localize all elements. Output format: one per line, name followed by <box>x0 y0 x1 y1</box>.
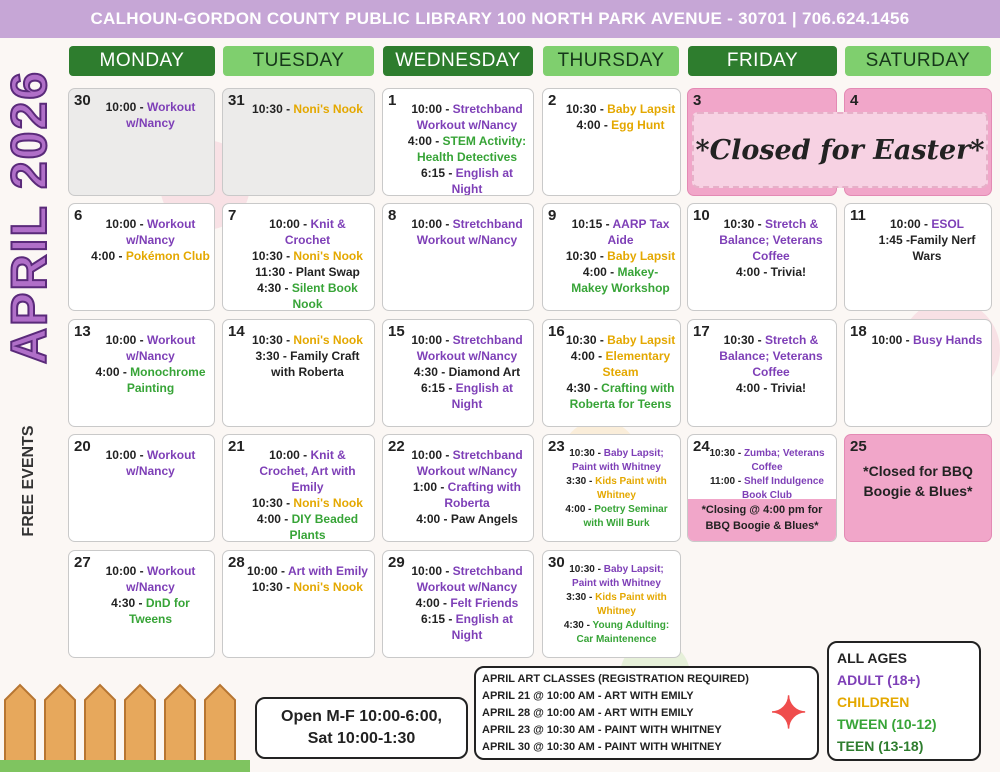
art-classes-title: APRIL ART CLASSES (REGISTRATION REQUIRED) <box>482 673 749 685</box>
event-item <box>702 447 832 475</box>
event-time: 10:00 - <box>411 217 453 231</box>
day-number: 18 <box>850 323 867 340</box>
event-item <box>710 264 832 280</box>
event-time: 10:00 - <box>105 217 147 231</box>
event-time: 3:30 - <box>566 476 596 487</box>
event-item <box>710 216 832 264</box>
day-number: 25 <box>850 438 867 455</box>
header-monday: MONDAY <box>69 46 215 76</box>
calendar-day <box>844 319 992 427</box>
star-icon: ✦ <box>770 689 807 738</box>
event-time: 10:00 - <box>247 564 288 578</box>
event-item <box>91 447 210 479</box>
event-item <box>710 332 832 380</box>
event-name: Baby Lapsit <box>607 333 676 347</box>
event-item <box>565 248 676 264</box>
event-name: Workout w/Nancy <box>126 217 196 247</box>
event-name: Trivia! <box>770 265 807 279</box>
event-item <box>91 595 210 627</box>
calendar-day <box>844 434 992 542</box>
day-number: 16 <box>548 323 565 340</box>
event-name: Kids Paint with Whitney <box>595 476 667 501</box>
event-name: Baby Lapsit <box>607 249 676 263</box>
calendar-day <box>844 203 992 311</box>
event-time: 10:30 - <box>252 580 294 594</box>
hours-line-2: Sat 10:00-1:30 <box>307 730 416 747</box>
age-legend <box>827 641 981 761</box>
event-time: 4:00 - <box>735 381 771 395</box>
event-name: Noni's Nook <box>293 102 363 116</box>
event-item <box>405 447 529 479</box>
legend-tween: TWEEN (10-12) <box>837 716 937 732</box>
event-time: 10:30 - <box>709 448 744 459</box>
calendar-day <box>68 550 215 658</box>
event-name: Stretchband Workout w/Nancy <box>416 102 523 132</box>
event-name: Noni's Nook <box>293 249 363 263</box>
day-number: 7 <box>228 207 237 224</box>
event-time: 10:30 - <box>252 249 294 263</box>
calendar-day <box>542 88 681 196</box>
event-item <box>405 563 529 595</box>
header-friday: FRIDAY <box>688 46 837 76</box>
event-name: Busy Hands <box>913 333 983 347</box>
day-number: 13 <box>74 323 91 340</box>
event-name: Trivia! <box>770 381 807 395</box>
event-name: Elementary Steam <box>602 349 671 379</box>
event-name: Young Adulting: Car Maintenence <box>576 620 670 645</box>
event-time: 10:00 - <box>269 217 311 231</box>
fence-decoration <box>0 680 250 772</box>
legend-teen: TEEN (13-18) <box>837 738 924 754</box>
event-time: 10:00 - <box>411 333 453 347</box>
month-title: APRIL 2026 <box>1 69 57 365</box>
event-time: 10:00 - <box>411 564 453 578</box>
calendar-day <box>222 203 375 311</box>
event-name: Egg Hunt <box>611 118 665 132</box>
hours-box <box>255 697 468 759</box>
event-name: Knit & Crochet, Art with Emily <box>259 448 356 494</box>
event-time: 10:00 - <box>105 333 147 347</box>
event-item <box>91 99 210 131</box>
event-time: 10:00 - <box>105 448 147 462</box>
day-number: 20 <box>74 438 91 455</box>
event-time: 10:30 - <box>565 249 608 263</box>
day-number: 8 <box>388 207 397 224</box>
header-tuesday: TUESDAY <box>223 46 374 76</box>
calendar-day <box>687 319 837 427</box>
event-item <box>565 348 676 380</box>
event-name: English at Night <box>451 381 514 411</box>
event-item <box>405 611 529 643</box>
event-time: 10:30 - <box>569 564 604 575</box>
event-time: 10:00 - <box>411 448 453 462</box>
closed-easter-banner: *Closed for Easter* <box>692 112 988 188</box>
event-item <box>91 364 210 396</box>
library-header: CALHOUN-GORDON COUNTY PUBLIC LIBRARY 100 NORTH PARK AVENUE - 30701 | 706.624.1456 <box>0 0 1000 38</box>
calendar-day <box>542 203 681 311</box>
event-name: DnD for Tweens <box>128 596 190 626</box>
art-class-item: APRIL 23 @ 10:30 AM - PAINT WITH WHITNEY <box>482 724 722 736</box>
event-name: Diamond Art <box>448 365 521 379</box>
event-time: 4:00 - <box>735 265 771 279</box>
event-item <box>91 563 210 595</box>
event-name: AARP Tax Aide <box>607 217 670 247</box>
calendar-day <box>542 434 681 542</box>
event-name: Baby Lapsit <box>607 102 676 116</box>
event-time: 10:30 - <box>252 102 294 116</box>
event-name: Workout w/Nancy <box>126 333 196 363</box>
event-name: DIY Beaded Plants <box>289 512 359 542</box>
event-item <box>557 447 676 475</box>
calendar-day <box>542 319 681 427</box>
closure-note: *Closing @ 4:00 pm for BBQ Boogie & Blues* <box>688 499 836 541</box>
event-name: Zumba; Veterans Coffee <box>743 448 825 473</box>
day-number: 10 <box>693 207 710 224</box>
day-number: 30 <box>74 92 91 109</box>
event-name: Art with Emily <box>287 564 368 578</box>
day-number: 23 <box>548 438 565 455</box>
event-time: 10:30 - <box>252 333 294 347</box>
event-name: Crafting with Roberta for Teens <box>569 381 675 411</box>
event-time: 4:30 - <box>111 596 146 610</box>
day-number: 1 <box>388 92 397 109</box>
calendar-day <box>382 203 534 311</box>
event-name: Workout w/Nancy <box>126 448 196 478</box>
event-item <box>565 101 676 117</box>
event-time: 4:00 - <box>415 596 451 610</box>
event-name: Stretchband Workout w/Nancy <box>416 448 523 478</box>
event-name: English at Night <box>451 166 514 196</box>
event-time: 4:00 - <box>416 512 451 526</box>
event-time: 6:15 - <box>420 166 456 180</box>
event-time: 10:00 - <box>889 217 932 231</box>
event-name: Paw Angels <box>450 512 518 526</box>
event-item <box>245 495 370 511</box>
event-time: 4:30 - <box>413 365 449 379</box>
day-number: 6 <box>74 207 83 224</box>
event-item <box>710 380 832 396</box>
calendar-day <box>68 434 215 542</box>
day-number: 15 <box>388 323 405 340</box>
event-item <box>565 380 676 412</box>
side-banner <box>1 60 66 537</box>
day-number: 27 <box>74 554 91 571</box>
event-name: Silent Book Nook <box>291 281 358 311</box>
day-number: 30 <box>548 554 565 571</box>
event-item <box>245 348 370 380</box>
event-item <box>245 101 370 117</box>
day-number: 21 <box>228 438 245 455</box>
event-time: 10:15 - <box>571 217 613 231</box>
event-item <box>405 216 529 248</box>
day-number: 14 <box>228 323 245 340</box>
event-time: 3:30 - <box>255 349 291 363</box>
event-item <box>245 332 370 348</box>
day-number: 17 <box>693 323 710 340</box>
legend-all-ages: ALL AGES <box>837 650 908 666</box>
event-item <box>557 563 676 591</box>
event-time: 4:00 - <box>91 249 126 263</box>
event-time: 10:30 - <box>723 333 765 347</box>
event-item <box>91 332 210 364</box>
event-time: 6:15 - <box>420 612 456 626</box>
event-time: 10:00 - <box>269 448 311 462</box>
event-time: 10:30 - <box>569 448 604 459</box>
event-name: Felt Friends <box>450 596 519 610</box>
event-item <box>557 619 676 647</box>
event-name: Stretchband Workout w/Nancy <box>416 564 523 594</box>
event-item <box>405 165 529 196</box>
event-name: Crafting with Roberta <box>444 480 521 510</box>
art-class-item: APRIL 21 @ 10:00 AM - ART WITH EMILY <box>482 690 694 702</box>
header-wednesday: WEDNESDAY <box>383 46 533 76</box>
event-item <box>245 216 370 248</box>
event-item <box>565 332 676 348</box>
header-saturday: SATURDAY <box>845 46 991 76</box>
event-name: Stretchband Workout w/Nancy <box>416 217 523 247</box>
event-time: 4:30 - <box>257 281 292 295</box>
event-item <box>405 101 529 133</box>
event-name: Stretch & Balance; Veterans Coffee <box>719 217 823 263</box>
calendar-day <box>687 203 837 311</box>
event-name: Makey-Makey Workshop <box>571 265 670 295</box>
event-time: 4:30 - <box>566 381 602 395</box>
event-name: Knit & Crochet <box>284 217 346 247</box>
day-number: 28 <box>228 554 245 571</box>
event-name: Pokémon Club <box>125 249 210 263</box>
event-time: 4:00 - <box>565 504 595 515</box>
legend-adult: ADULT (18+) <box>837 672 921 688</box>
event-time: 10:00 - <box>871 333 913 347</box>
event-item <box>557 591 676 619</box>
event-item <box>565 216 676 248</box>
event-name: Workout w/Nancy <box>126 100 196 130</box>
legend-children: CHILDREN <box>837 694 910 710</box>
calendar-day <box>222 319 375 427</box>
event-name: Family Nerf Wars <box>910 233 976 263</box>
event-item <box>557 503 676 531</box>
event-name: Kids Paint with Whitney <box>595 592 667 617</box>
event-item <box>91 248 210 264</box>
closure-note: *Closed for BBQ Boogie & Blues* <box>863 463 973 499</box>
calendar-day <box>222 550 375 658</box>
day-number: 4 <box>850 92 859 109</box>
event-time: 4:30 - <box>563 620 593 631</box>
event-name: Plant Swap <box>295 265 360 279</box>
event-item <box>245 264 370 280</box>
event-time: 4:00 - <box>407 134 443 148</box>
event-time: 10:00 - <box>105 100 147 114</box>
event-time: 3:30 - <box>566 592 596 603</box>
event-time: 4:00 - <box>256 512 292 526</box>
event-time: 4:00 - <box>582 265 618 279</box>
calendar-day <box>68 88 215 196</box>
event-time: 11:30 - <box>255 265 296 279</box>
event-time: 1:45 - <box>878 233 910 247</box>
event-name: Stretch & Balance; Veterans Coffee <box>719 333 823 379</box>
event-time: 1:00 - <box>412 480 448 494</box>
event-name: Poetry Seminar with Will Burk <box>583 504 668 529</box>
event-name: Monochrome Painting <box>126 365 206 395</box>
event-item <box>245 579 370 595</box>
day-number: 2 <box>548 92 557 109</box>
event-item <box>405 595 529 611</box>
free-events-label: FREE EVENTS <box>20 425 37 537</box>
event-item <box>91 216 210 248</box>
event-time: 4:00 - <box>570 349 606 363</box>
calendar-day <box>542 550 681 658</box>
day-number: 29 <box>388 554 405 571</box>
event-item <box>245 563 370 579</box>
event-name: Baby Lapsit; Paint with Whitney <box>572 564 664 589</box>
event-time: 11:00 - <box>710 476 744 487</box>
event-name: ESOL <box>931 217 965 231</box>
art-class-item: APRIL 28 @ 10:00 AM - ART WITH EMILY <box>482 707 694 719</box>
event-name: Noni's Nook <box>293 580 363 594</box>
event-item <box>867 332 987 348</box>
event-item <box>565 264 676 296</box>
event-item <box>405 332 529 364</box>
event-name: Noni's Nook <box>293 496 363 510</box>
calendar-day <box>222 434 375 542</box>
event-time: 10:00 - <box>411 102 453 116</box>
calendar-day <box>68 319 215 427</box>
event-item <box>867 216 987 232</box>
event-time: 10:00 - <box>105 564 147 578</box>
event-time: 10:30 - <box>565 333 608 347</box>
event-time: 10:30 - <box>252 496 294 510</box>
event-name: Baby Lapsit; Paint with Whitney <box>572 448 664 473</box>
art-classes-box <box>474 666 819 760</box>
hours-line-1: Open M-F 10:00-6:00, <box>281 708 442 725</box>
calendar-day <box>222 88 375 196</box>
event-item <box>557 475 676 503</box>
event-name: Family Craft with Roberta <box>271 349 360 379</box>
event-time: 4:00 - <box>95 365 131 379</box>
day-number: 11 <box>850 207 866 224</box>
event-name: Stretchband Workout w/Nancy <box>416 333 523 363</box>
event-name: Workout w/Nancy <box>126 564 196 594</box>
event-item <box>405 479 529 511</box>
header-thursday: THURSDAY <box>543 46 679 76</box>
event-item <box>405 380 529 412</box>
event-time: 4:00 - <box>576 118 612 132</box>
event-item <box>245 280 370 311</box>
event-name: English at Night <box>451 612 514 642</box>
calendar-day <box>382 319 534 427</box>
day-number: 9 <box>548 207 557 224</box>
event-item <box>702 475 832 503</box>
event-item <box>867 232 987 264</box>
day-number: 31 <box>228 92 245 109</box>
art-class-item: APRIL 30 @ 10:30 AM - PAINT WITH WHITNEY <box>482 741 722 753</box>
calendar-day <box>687 434 837 542</box>
event-item <box>405 133 529 165</box>
day-number: 3 <box>693 92 702 109</box>
event-name: Shelf Indulgence Book Club <box>742 476 824 501</box>
event-item <box>405 364 529 380</box>
event-item <box>405 511 529 527</box>
event-name: STEM Activity: Health Detectives <box>416 134 527 164</box>
event-item <box>245 248 370 264</box>
event-item <box>565 117 676 133</box>
event-name: Noni's Nook <box>293 333 363 347</box>
day-number: 24 <box>693 438 710 455</box>
calendar-day <box>382 550 534 658</box>
event-item <box>245 511 370 542</box>
calendar-day <box>382 88 534 196</box>
calendar-day <box>382 434 534 542</box>
event-item <box>245 447 370 495</box>
event-time: 10:30 - <box>565 102 608 116</box>
event-time: 10:30 - <box>723 217 765 231</box>
day-number: 22 <box>388 438 405 455</box>
event-time: 6:15 - <box>420 381 456 395</box>
calendar-day <box>68 203 215 311</box>
